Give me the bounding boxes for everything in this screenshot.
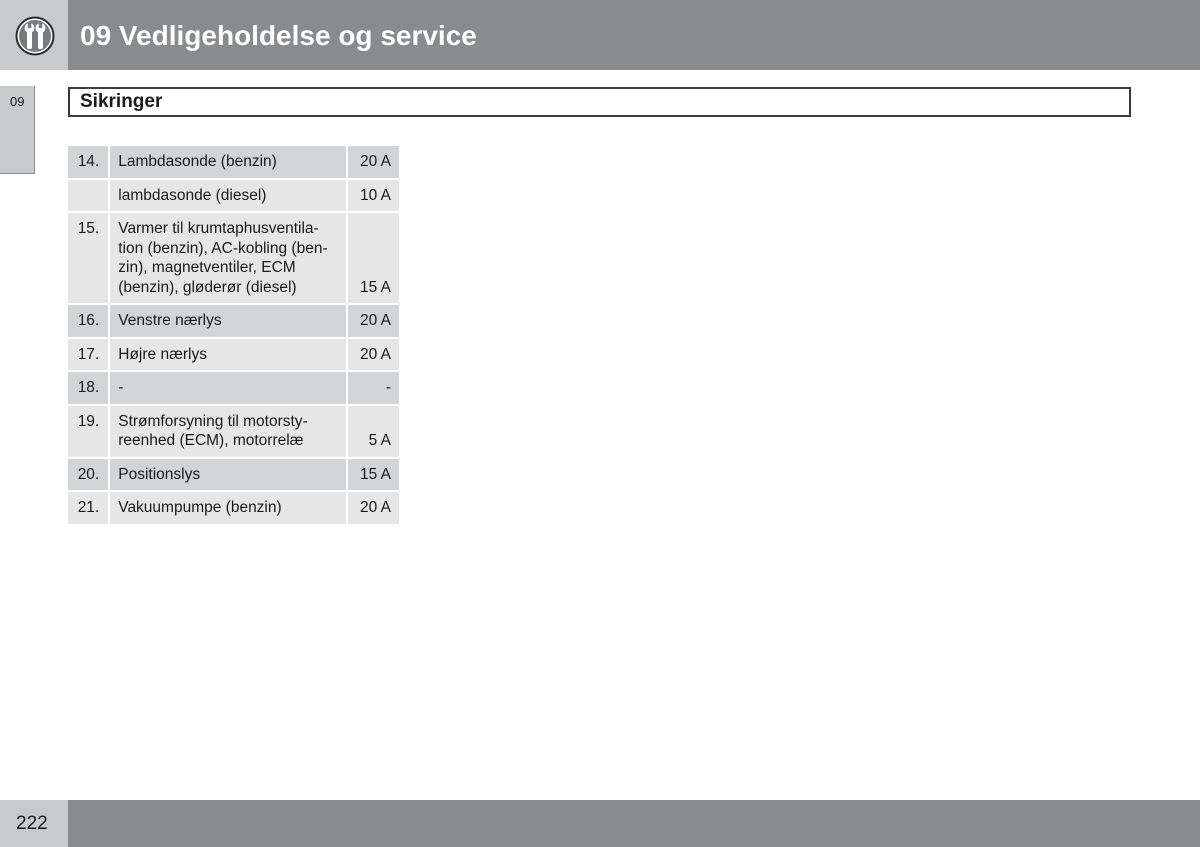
fuse-amperage: 15 A [348,213,399,303]
fuse-description-line: Strømforsyning til motorsty- [118,412,308,430]
fuse-amperage: 20 A [348,339,399,371]
fuse-description: lambdasonde (diesel) [110,180,347,212]
chapter-tab-label: 09 [10,94,25,109]
fuse-description-line: Varmer til krumtaphusventila- [118,220,319,237]
fuse-description: - [110,372,347,404]
fuse-description [110,213,347,303]
footer-bar [68,800,1200,847]
fuse-number: 18. [68,372,110,404]
fuse-amperage: - [348,372,399,404]
fuse-description: Vakuumpumpe (benzin) [110,492,347,524]
fuse-description: Positionslys [110,459,347,491]
fuse-table [68,144,399,526]
fuse-description: Venstre nærlys [110,305,347,337]
table-row [68,459,399,491]
fuse-description [110,406,347,457]
fuse-number [68,180,110,212]
table-row [68,180,399,212]
table-row [68,492,399,524]
chapter-title: 09 Vedligeholdelse og service [80,20,477,51]
table-row [68,305,399,337]
fuse-description: Højre nærlys [110,339,347,371]
page-number: 222 [16,813,48,834]
fuse-number: 21. [68,492,110,524]
fuse-amperage: 5 A [348,406,399,457]
fuse-number: 17. [68,339,110,371]
fuse-amperage: 10 A [348,180,399,212]
section-heading-box [68,87,1131,117]
fuse-number: 16. [68,305,110,337]
fuse-number: 15. [68,213,110,303]
table-row [68,339,399,371]
fuse-amperage: 15 A [348,459,399,491]
fuse-number: 19. [68,406,110,457]
fuse-amperage: 20 A [348,305,399,337]
table-row [68,372,399,404]
table-row [68,213,399,303]
fuse-number: 14. [68,146,110,178]
table-row [68,406,399,457]
table-row [68,146,399,178]
fuse-description-line: zin), magnetventiler, ECM [118,259,296,276]
fuse-number: 20. [68,459,110,491]
fuse-description-line: (benzin), gløderør (diesel) [118,278,297,296]
fuse-description-line: reenhed (ECM), motorrelæ [118,432,304,449]
section-title: Sikringer [80,91,163,112]
fuse-description: Lambdasonde (benzin) [110,146,347,178]
wrench-icon [15,16,55,56]
fuse-amperage: 20 A [348,492,399,524]
fuse-amperage: 20 A [348,146,399,178]
fuse-description-line: tion (benzin), AC-kobling (ben- [118,239,328,257]
